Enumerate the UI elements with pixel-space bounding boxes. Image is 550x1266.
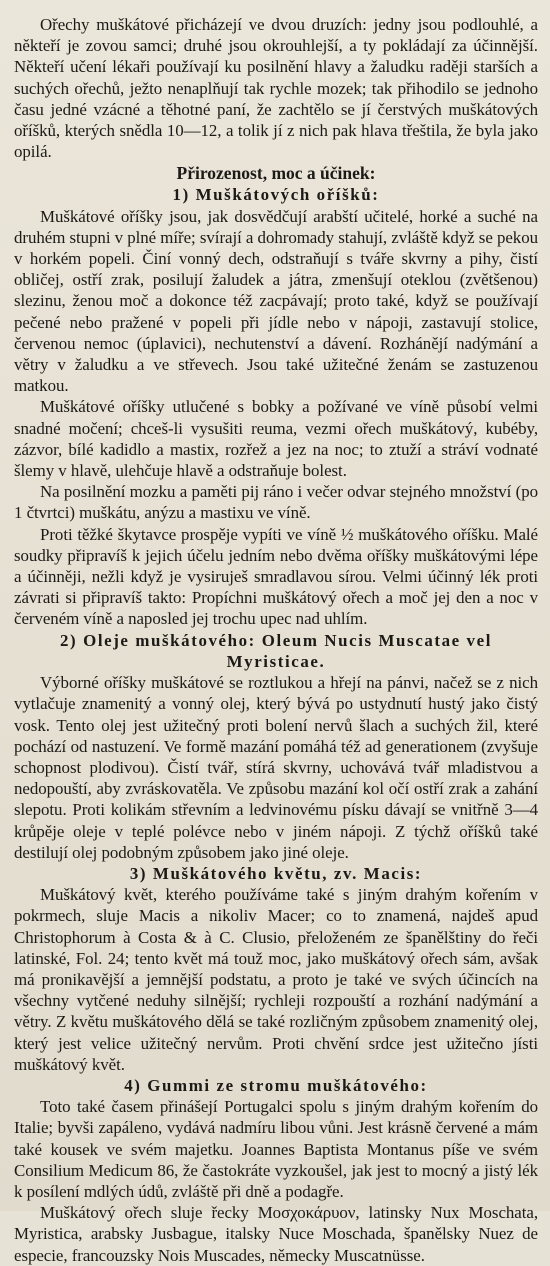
paragraph-nutmeg-gum: Toto také časem přinášejí Portugalci spolu s jiným drahým kořením do Italie; byvši zapáleno, vydává nadmíru libou vůni. Jest krásně červené a mám také kousek ve svém majetku. Joannes Baptista Montanus píše ve svém Consilium Medicum 86, že častokráte vyzkoušel, jak jest to mocný a jistý lék k posílení mdlých údů, zvláště při dně a podagře. [14, 1097, 538, 1201]
subheading-nutmegs: 1) Muškátových oříšků: [172, 185, 380, 205]
paragraph-nutmeg-types: Ořechy muškátové přicházejí ve dvou druzích: jedny jsou podlouhlé, a někteří je zovou samci; druhé jsou okrouhlejší, a ty pokládají za účinnější. Někteří učení lékaři používají ku posilnění hlavy a žaludku raději starších a suchých ořechů, ježto nenaplňují tak rychle mozek; tak přihodilo se jednoho času jedné vzácné a těhotné paní, že zachtělo se jí čerstvých muškátových oříšků, kterých snědla 10—12, a tolik jí z nich pak hlava třeštila, že byla jako opilá. [14, 15, 538, 162]
paragraph-nutmeg-hiccups: Proti těžké škytavce prospěje vypíti ve víně ½ muškátového oříšku. Malé soudky připravíš k jejich účelu jedním nebo dvěma oříšky muškátovými lépe a účinněji, nežli když je vysiruješ smradlavou sírou. Velmi účinný lék proti závrati si připravíš takto: Propíchni muškátový ořech a moč jej den a noc v červeném víně a naposled jej trochu upec nad uhlím. [14, 524, 538, 629]
subheading-nutmeg-oil: 2) Oleje muškátového: Oleum Nucis Muscatae vel Myristicae. [59, 630, 492, 671]
subheading-nutmeg-gum: 4) Gummi ze stromu muškátového: [124, 1075, 428, 1095]
paragraph-nutmeg-memory: Na posilnění mozku a paměti pij ráno i večer odvar stejného množství (po 1 čtvrtci) muškátu, anýzu a mastixu ve víně. [14, 482, 538, 523]
paragraph-mace: Muškátový květ, kterého používáme také s jiným drahým kořením v pokrmech, sluje Macis a nikoliv Macer; co to znamená, najdeš apud Christophorum à Costa & à C. Clusio, přeloženém ze španělštiny do řeči latinské, Fol. 24; tento květ má touž moc, jako muškátový ořech sám, avšak má pronikavější a jemnější podstatu, a proto je také ve svých účincích na všechny vytčené neduhy silnější; rychleji rozpouští a rozhání nadýmání a větry. Z květu muškátového dělá se také rozličným způsobem znamenitý olej, který jest velice užitečný nervům. Proti chvění srdce jest užitečno jísti muškátový květ. [14, 885, 538, 1074]
paragraph-nutmeg-names: Muškátový ořech sluje řecky Μοσχοκάρυον, latinsky Nux Moschata, Myristica, arabsky Jusbague, italsky Nuce Moschada, španělsky Nuez de especie, francouzsky Nois Muscades, německy Muscatnüsse. [14, 1203, 538, 1265]
paragraph-nutmeg-oil: Výborné oříšky muškátové se roztlukou a hřejí na pánvi, načež se z nich vytlačuje znamenitý a vonný olej, který bývá po ustydnutí hustý jako čistý vosk. Tento olej jest užitečný proti bolení nervů šlach a suchých žil, které pochází od nastuzení. Ve formě mazání pomáhá též ad generationem (zvyšuje schopnost plodivou). Čistí tvář, stírá skvrny, uchovává tvář mladistvou a nedopouští, aby zvráskovatěla. Ve způsobu mazání kol očí ostří zrak a zahání slepotu. Proti kolikám střevním a ledvinovému písku dávají se vnitřně 3—4 krůpěje oleje v teplé polévce nebo v jiném nápoji. Z týchž oříšků také destilují olej podobným způsobem jako jiné oleje. [14, 673, 538, 862]
paragraph-nutmeg-properties: Muškátové oříšky jsou, jak dosvědčují arabští učitelé, horké a suché na druhém stupni v plné míře; svírají a dohromady stahují, zvláště když se pekou v horkém popeli. Činí vonný dech, odstraňují s tváře skvrny a pihy, čistí obličej, ostří zrak, posilují žaludek a játra, zmenšují oteklou (zvětšenou) slezinu, ženou moč a dokonce též zacpávají; proto také, když se používají pečené nebo pražené v popeli při jídle nebo v nápoji, zastavují stolice, červenou nemoc (úplavici), nechutenství a dávení. Rozhánějí nadýmání a větry v žaludku a ve střevech. Jsou také užitečné ženám se zastuzenou matkou. [14, 206, 538, 396]
heading-nature-power-effect: Přirozenost, moc a účinek: [176, 163, 376, 184]
subheading-mace: 3) Muškátového květu, zv. Macis: [129, 863, 423, 883]
paragraph-nutmeg-urination: Muškátové oříšky utlučené s bobky a požívané ve víně působí velmi snadné močení; chceš-li vysušiti reuma, vezmi ořech muškátový, kubéby, zázvor, bílé kadidlo a mastix, rozřež a jez na noc; to ztuží a stráví vodnaté šlemy v hlavě, ulehčuje hlavě a odstraňuje bolest. [14, 397, 538, 481]
